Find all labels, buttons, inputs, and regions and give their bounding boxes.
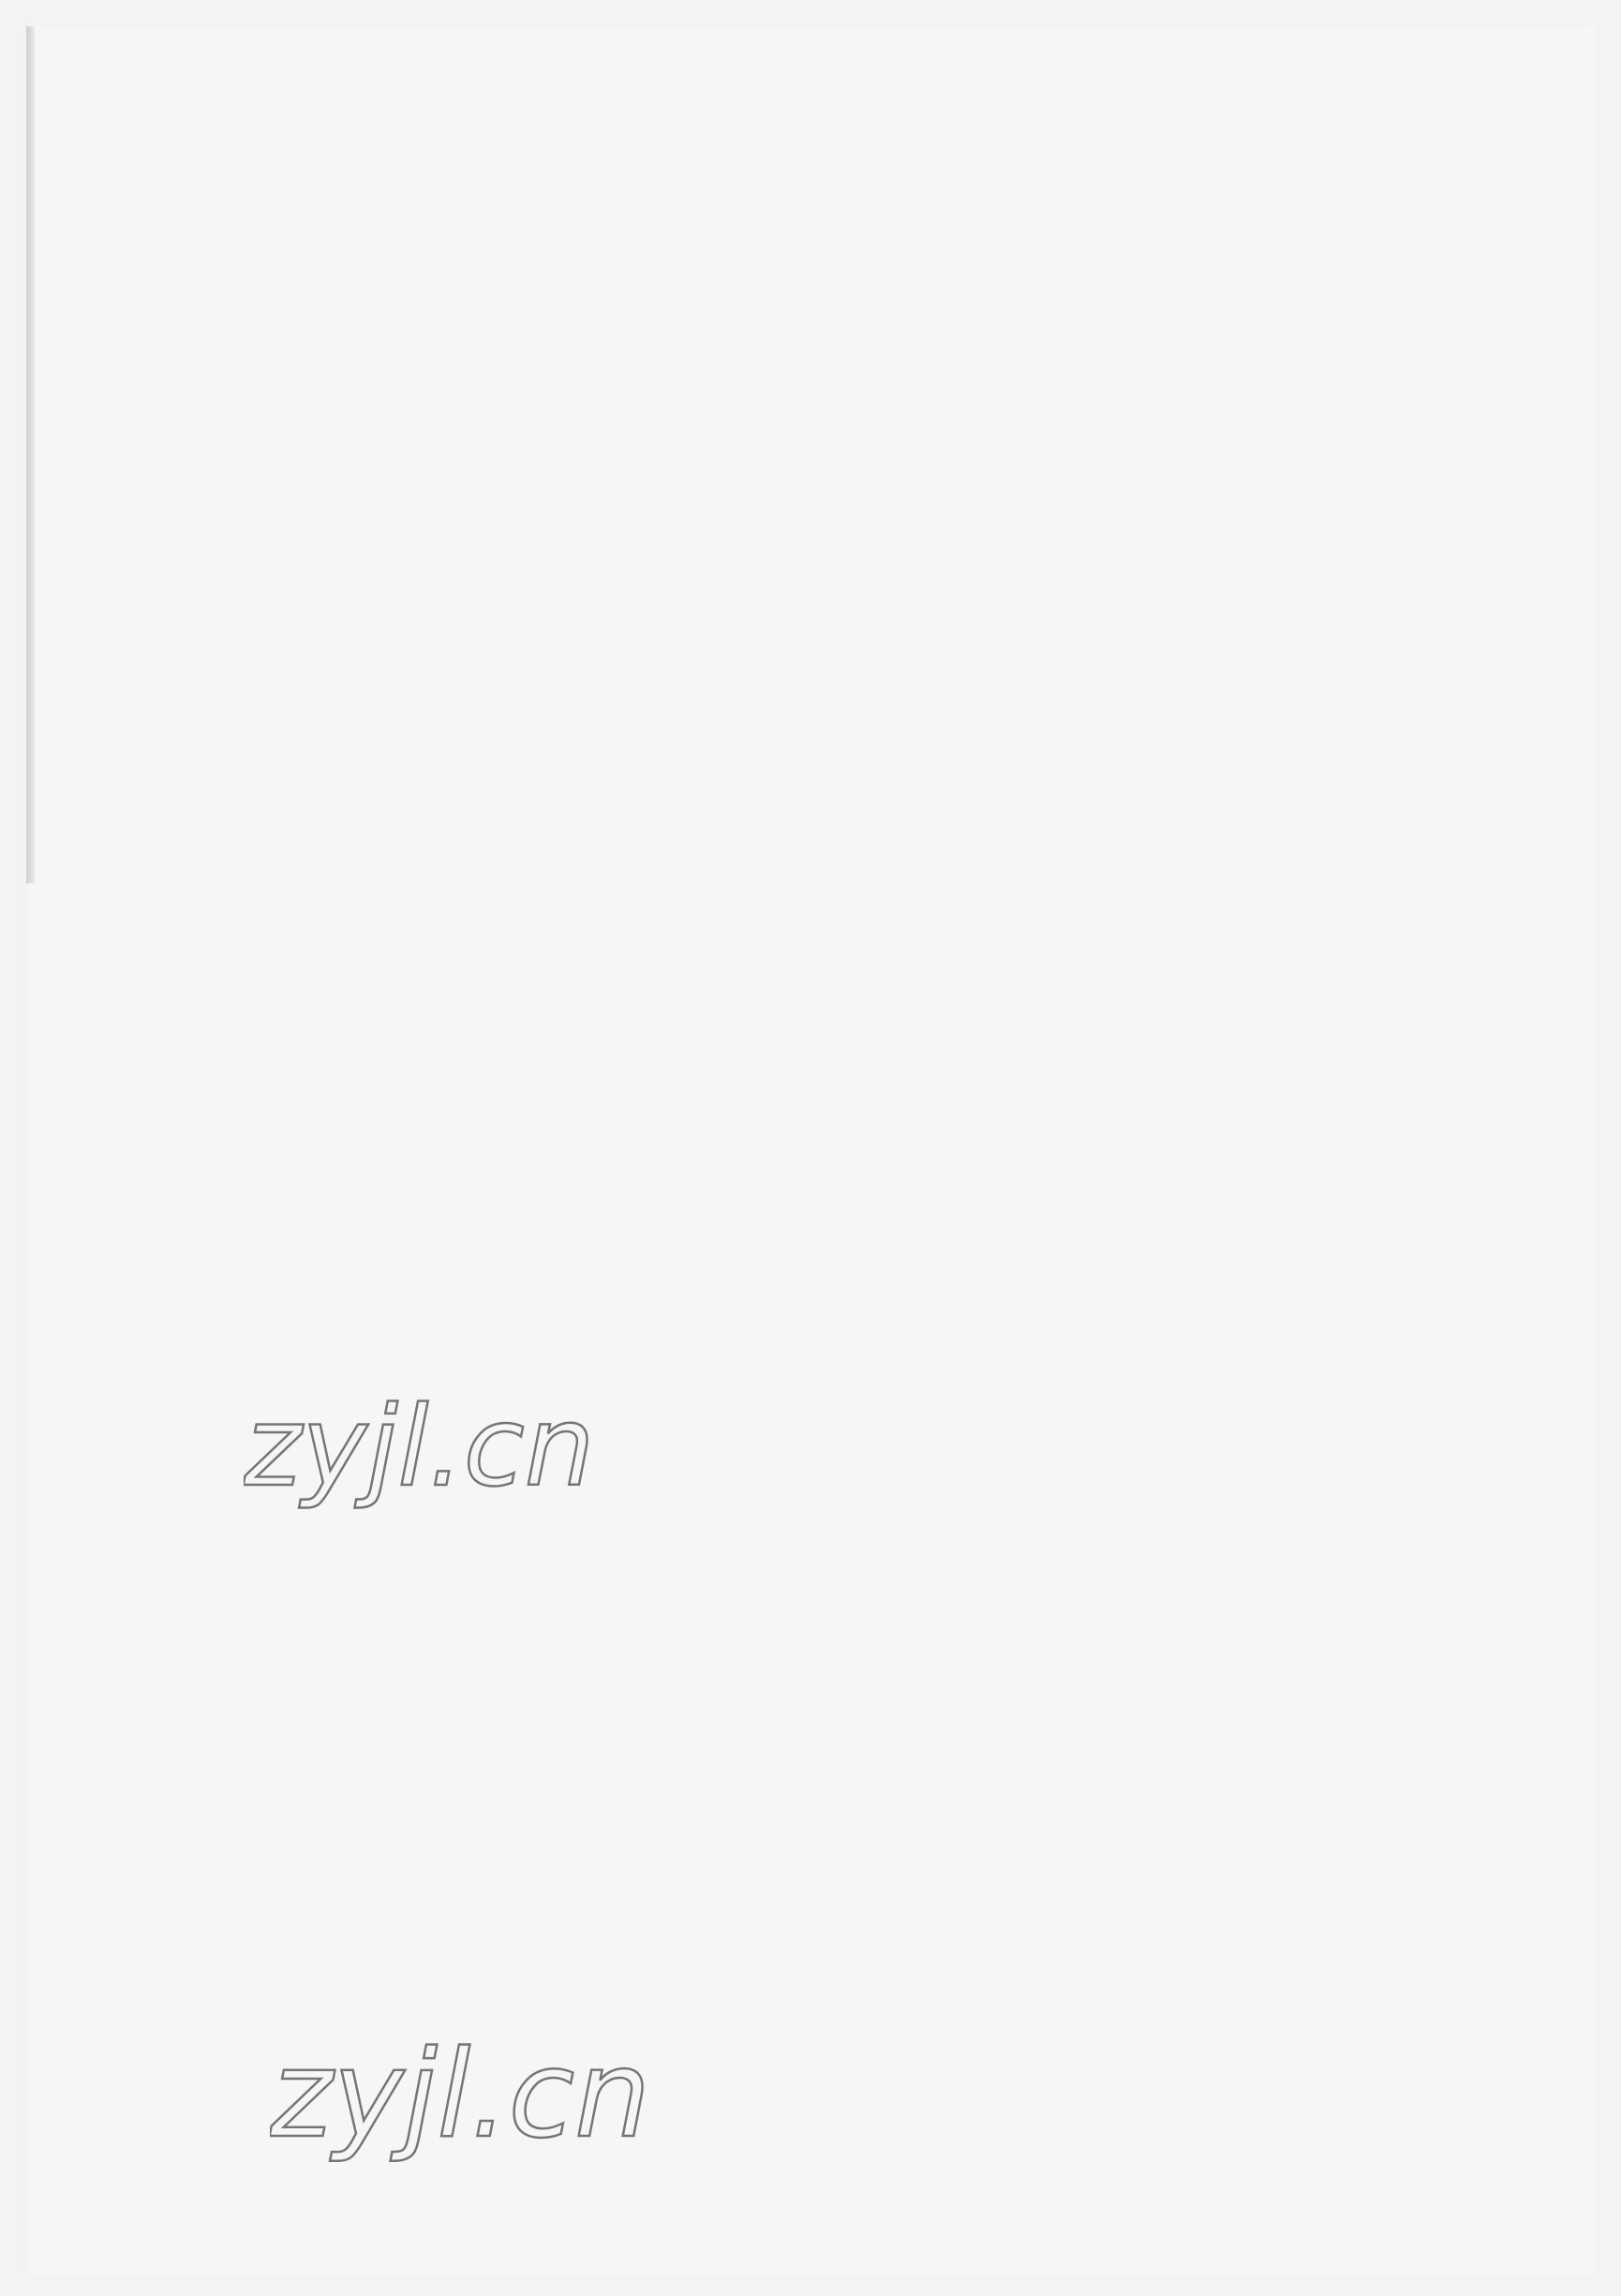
decorative-dot-border-top <box>39 214 1449 232</box>
book-spine-shadow <box>26 26 35 883</box>
page-sheet <box>28 26 1595 2274</box>
decorative-dash-border <box>156 1639 1439 1675</box>
svg-text:zyjl.cn: zyjl.cn <box>244 1382 595 1511</box>
watermark-logo-small <box>244 1377 675 1518</box>
svg-text:zyjl.cn: zyjl.cn <box>270 2025 651 2165</box>
watermark-logo-large <box>270 2005 701 2173</box>
